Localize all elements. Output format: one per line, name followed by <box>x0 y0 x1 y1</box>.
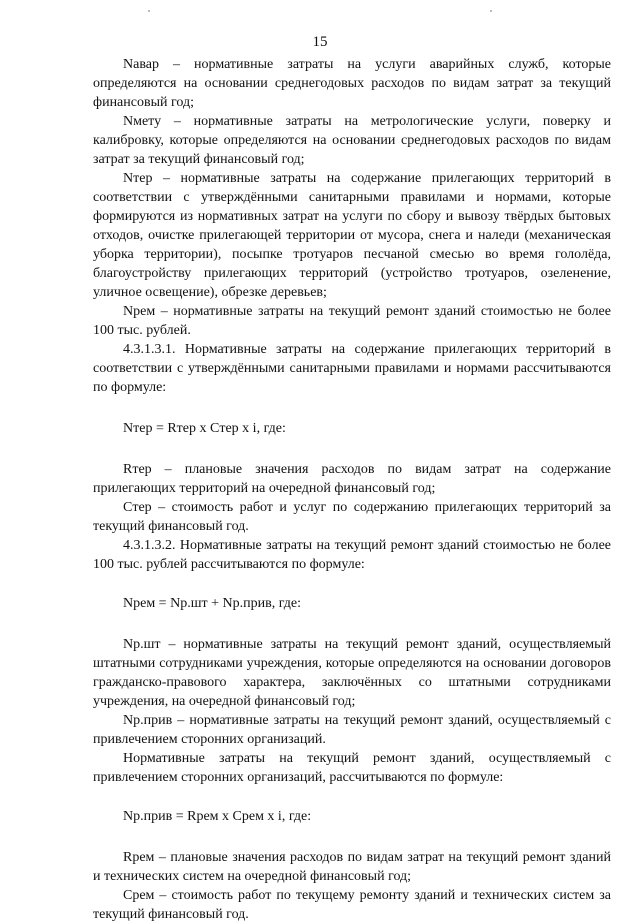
paragraph-nr-sht: Nр.шт – нормативные затраты на текущий ремонт зданий, осуществляемый штатными сотрудниками учреждения, которые определяются на основании договоров гражданско-правового характера, заключённых со штатными сотрудниками учреждения, на очередной финансовый год; <box>93 637 611 709</box>
paragraph-priv-formula-intro: Нормативные затраты на текущий ремонт зданий, осуществляемый с привлечением сторонних организаций, рассчитываются по формуле: <box>93 751 611 785</box>
document-body <box>93 55 611 924</box>
formula-nrem: Nрем = Nр.шт + Nр.прив, где: <box>123 596 301 611</box>
scan-speck-left <box>148 10 150 12</box>
paragraph-nmetu: Nмету – нормативные затраты на метрологические услуги, поверку и калибровку, которые определяются на основании среднегодовых расходов по видам затрат за текущий финансовый год; <box>93 114 611 167</box>
paragraph-nter: Nтер – нормативные затраты на содержание прилегающих территорий в соответствии с утверждёнными санитарными правилами и нормами, которые формируются из нормативных затрат на услуги по сбору и вывозу твёрдых бытовых отходов, очистке прилегающей территории от мусора, снега и наледи (механическая уборка территории), посыпке тротуаров песчаной смесью во время гололёда, благоустройству прилегающих территорий (устройство тротуаров, озеленение, уличное освещение), обрезке деревьев; <box>93 171 611 300</box>
paragraph-4-3-1-3-1: 4.3.1.3.1. Нормативные затраты на содержание прилегающих территорий в соответствии с утверждёнными санитарными правилами и нормами рассчитываются по формуле: <box>93 342 611 395</box>
formula-nr-priv: Nр.прив = Rрем x Cрем x i, где: <box>123 809 312 824</box>
paragraph-navar: Nавар – нормативные затраты на услуги аварийных служб, которые определяются на основании среднегодовых расходов по видам затрат за текущий финансовый год; <box>93 57 611 110</box>
paragraph-rrem: Rрем – плановые значения расходов по видам затрат на текущий ремонт зданий и технических систем на очередной финансовый год; <box>93 850 611 884</box>
paragraph-rter: Rтер – плановые значения расходов по видам затрат на содержание прилегающих территорий на очередной финансовый год; <box>93 462 611 496</box>
paragraph-nrem: Nрем – нормативные затраты на текущий ремонт зданий стоимостью не более 100 тыс. рублей. <box>93 304 611 338</box>
page-number: 15 <box>312 34 328 50</box>
scan-speck-right <box>490 10 492 12</box>
paragraph-cter: Cтер – стоимость работ и услуг по содержанию прилегающих территорий за текущий финансовый год. <box>93 500 611 534</box>
paragraph-nr-priv: Nр.прив – нормативные затраты на текущий ремонт зданий, осуществляемый с привлечением сторонних организаций. <box>93 713 611 747</box>
formula-nter: Nтер = Rтер x Cтер x i, где: <box>123 421 286 436</box>
paragraph-crem: Cрем – стоимость работ по текущему ремонту зданий и технических систем за текущий финансовый год. <box>93 888 611 922</box>
paragraph-4-3-1-3-2: 4.3.1.3.2. Нормативные затраты на текущий ремонт зданий стоимостью не более 100 тыс. рублей рассчитываются по формуле: <box>93 538 611 572</box>
